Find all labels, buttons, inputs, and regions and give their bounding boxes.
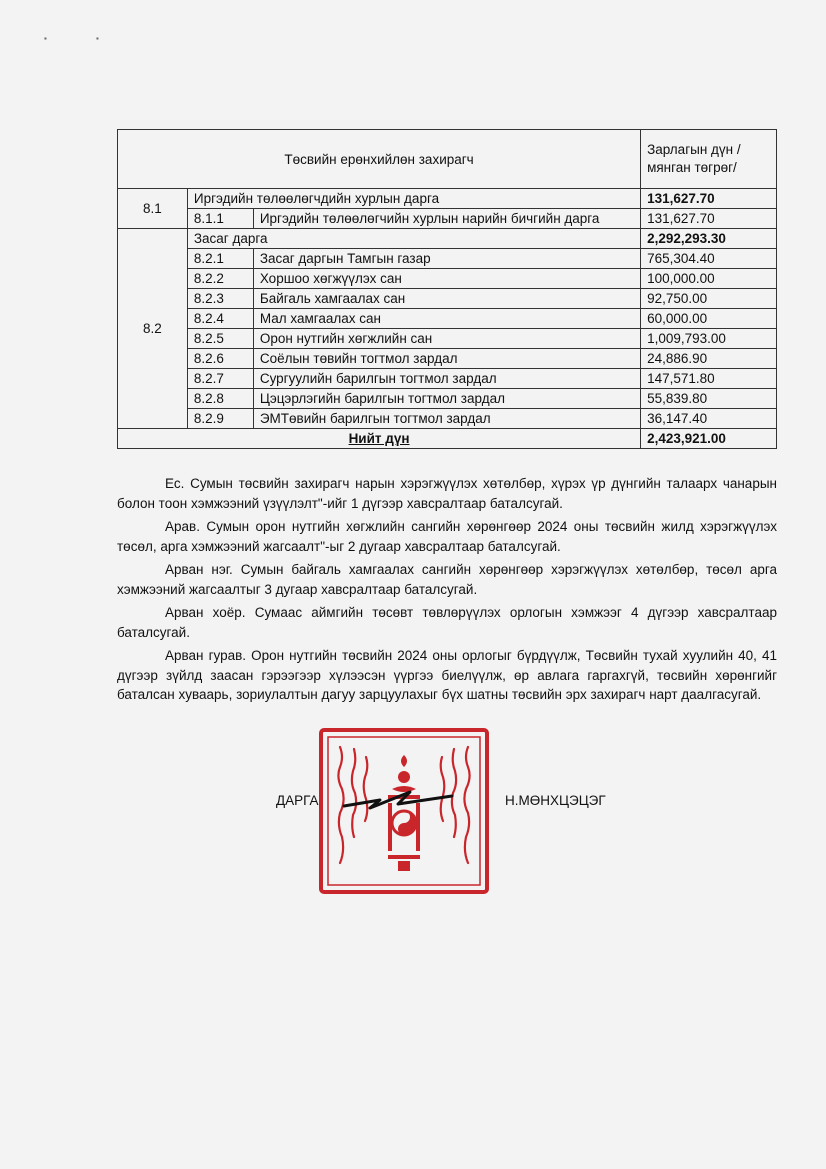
item-amount: 100,000.00	[641, 269, 777, 289]
item-amount: 1,009,793.00	[641, 329, 777, 349]
item-name: Орон нутгийн хөгжлийн сан	[253, 329, 640, 349]
item-name: Мал хамгаалах сан	[253, 309, 640, 329]
scan-speck: ▪	[96, 34, 99, 43]
paragraph: Ес. Сумын төсвийн захирагч нарын хэрэгжүүлэх хөтөлбөр, хүрэх үр дүнгийн талаарх чанарын болон тоон хэмжээний үзүүлэлт"-ийг 1 дүгээр хавсралтаар баталсугай.	[117, 476, 777, 511]
item-code: 8.1.1	[187, 209, 253, 229]
item-amount: 147,571.80	[641, 369, 777, 389]
item-code: 8.2.2	[187, 269, 253, 289]
item-code: 8.2.4	[187, 309, 253, 329]
budget-table	[117, 129, 777, 449]
item-amount: 55,839.80	[641, 389, 777, 409]
item-name: Сургуулийн барилгын тогтмол зардал	[253, 369, 640, 389]
signatory-role: ДАРГА	[276, 793, 319, 808]
item-name: Иргэдийн төлөөлөгчийн хурлын нарийн бичгийн дарга	[253, 209, 640, 229]
table-row	[118, 209, 777, 229]
group-name: Иргэдийн төлөөлөгчдийн хурлын дарга	[187, 189, 640, 209]
item-code: 8.2.5	[187, 329, 253, 349]
table-row	[118, 349, 777, 369]
item-code: 8.2.6	[187, 349, 253, 369]
item-name: ЭМТөвийн барилгын тогтмол зардал	[253, 409, 640, 429]
group-code: 8.2	[118, 229, 188, 429]
item-amount: 24,886.90	[641, 349, 777, 369]
total-label: Нийт дүн	[118, 429, 641, 449]
table-row	[118, 329, 777, 349]
total-row	[118, 429, 777, 449]
table-header-row	[118, 130, 777, 189]
table-row	[118, 409, 777, 429]
item-code: 8.2.3	[187, 289, 253, 309]
paragraph: Арван гурав. Орон нутгийн төсвийн 2024 оны орлогыг бүрдүүлж, Төсвийн тухай хуулийн 40, 41 дүгээр зүйлд заасан гэрээгээр хүлээсэн үүргээ биелүүлж, өр авлага гаргахгүй, төсвийн хөрөнгийг баталсан хуваарь, зориулалтын дагуу зарцуулахыг бүх шатны төсвийн эрх захирагч нарт даалгасугай.	[117, 648, 777, 702]
group-total: 2,292,293.30	[641, 229, 777, 249]
total-amount: 2,423,921.00	[641, 429, 777, 449]
scan-speck: ▪	[44, 34, 47, 43]
column-header-administrator: Төсвийн ерөнхийлөн захирагч	[118, 130, 641, 189]
table-row	[118, 249, 777, 269]
item-name: Байгаль хамгаалах сан	[253, 289, 640, 309]
item-name: Цэцэрлэгийн барилгын тогтмол зардал	[253, 389, 640, 409]
group-name: Засаг дарга	[187, 229, 640, 249]
paragraph: Арван хоёр. Сумаас аймгийн төсөвт төвлөрүүлэх орлогын хэмжээг 4 дүгээр хавсралтаар баталсугай.	[117, 605, 777, 640]
group-total: 131,627.70	[641, 189, 777, 209]
column-header-amount: Зарлагын дүн /мянган төгрөг/	[641, 130, 777, 189]
item-name: Хоршоо хөгжүүлэх сан	[253, 269, 640, 289]
paragraph: Арав. Сумын орон нутгийн хөгжлийн сангийн хөрөнгөөр 2024 оны төсвийн жилд хэрэгжүүлэх төсөл, арга хэмжээний жагсаалт"-ыг 2 дугаар хавсралтаар баталсугай.	[117, 519, 777, 554]
table-row	[118, 289, 777, 309]
item-code: 8.2.9	[187, 409, 253, 429]
group-row	[118, 229, 777, 249]
item-amount: 60,000.00	[641, 309, 777, 329]
item-amount: 36,147.40	[641, 409, 777, 429]
group-code: 8.1	[118, 189, 188, 229]
handwritten-signature	[340, 778, 460, 818]
signatory-name: Н.МӨНХЦЭЦЭГ	[505, 793, 606, 808]
item-name: Соёлын төвийн тогтмол зардал	[253, 349, 640, 369]
item-amount: 765,304.40	[641, 249, 777, 269]
item-code: 8.2.7	[187, 369, 253, 389]
table-row	[118, 309, 777, 329]
group-row	[118, 189, 777, 209]
item-amount: 131,627.70	[641, 209, 777, 229]
decision-paragraphs	[117, 474, 777, 709]
item-code: 8.2.1	[187, 249, 253, 269]
item-amount: 92,750.00	[641, 289, 777, 309]
item-name: Засаг даргын Тамгын газар	[253, 249, 640, 269]
item-code: 8.2.8	[187, 389, 253, 409]
table-row	[118, 369, 777, 389]
paragraph: Арван нэг. Сумын байгаль хамгаалах сангийн хөрөнгөөр хэрэгжүүлэх хөтөлбөр, төсөл арга хэмжээний жагсаалтыг 3 дугаар хавсралтаар баталсугай.	[117, 562, 777, 597]
table-row	[118, 269, 777, 289]
table-row	[118, 389, 777, 409]
